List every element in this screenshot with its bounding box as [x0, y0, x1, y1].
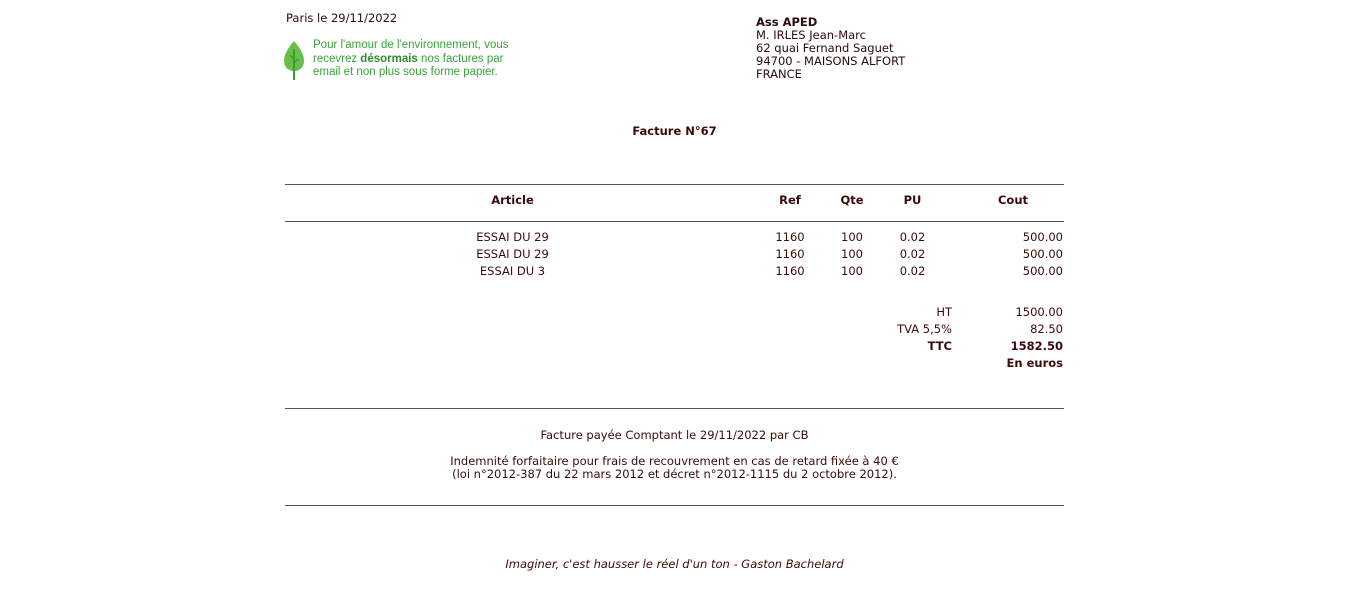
- eco-line-2: recevrez désormais nos factures par: [313, 52, 504, 65]
- cell-article: ESSAI DU 29: [476, 230, 549, 244]
- column-header-pu: PU: [903, 193, 922, 207]
- divider: [285, 184, 1064, 185]
- cell-pu: 0.02: [899, 247, 926, 261]
- leaf-icon: [283, 39, 305, 81]
- cell-qte: 100: [841, 247, 863, 261]
- invoice-title: Facture N°67: [632, 124, 717, 138]
- client-street: 62 quai Fernand Saguet: [756, 41, 894, 55]
- cell-qte: 100: [841, 264, 863, 278]
- eco-emphasis: désormais: [360, 52, 418, 65]
- client-address: [756, 16, 905, 81]
- column-header-article: Article: [491, 193, 534, 207]
- column-header-ref: Ref: [779, 193, 801, 207]
- payment-status: Facture payée Comptant le 29/11/2022 par CB: [540, 428, 809, 442]
- cell-article: ESSAI DU 3: [479, 264, 546, 278]
- eco-notice: [283, 39, 509, 81]
- place-date: Paris le 29/11/2022: [286, 11, 398, 25]
- ht-label: HT: [936, 305, 952, 319]
- ht-value: 1500.00: [1015, 305, 1063, 319]
- penalty-notice-line-1: Indemnité forfaitaire pour frais de recouvrement en cas de retard fixée à 40 €: [450, 454, 899, 468]
- penalty-notice-line-2: (loi n°2012-387 du 22 mars 2012 et décret n°2012-1115 du 2 octobre 2012).: [452, 467, 897, 481]
- eco-notice-text: [313, 39, 509, 80]
- column-header-qte: Qte: [840, 193, 864, 207]
- currency-note: En euros: [1006, 356, 1063, 370]
- divider: [285, 221, 1064, 222]
- cell-ref: 1160: [775, 264, 805, 278]
- cell-article: ESSAI DU 29: [476, 247, 549, 261]
- client-name: Ass APED: [756, 15, 818, 29]
- cell-pu: 0.02: [899, 264, 926, 278]
- cell-ref: 1160: [775, 247, 805, 261]
- client-city: 94700 - MAISONS ALFORT: [756, 54, 906, 68]
- footer-quote: Imaginer, c'est hausser le réel d'un ton - Gaston Bachelard: [505, 557, 844, 571]
- ttc-label: TTC: [927, 339, 952, 353]
- cell-pu: 0.02: [899, 230, 926, 244]
- ttc-value: 1582.50: [1010, 339, 1063, 353]
- tva-label: TVA 5,5%: [897, 322, 952, 336]
- cell-qte: 100: [841, 230, 863, 244]
- tva-value: 82.50: [1030, 322, 1063, 336]
- divider: [285, 408, 1064, 409]
- cell-cout: 500.00: [1022, 230, 1063, 244]
- client-contact: M. IRLES Jean-Marc: [756, 28, 866, 42]
- column-header-cout: Cout: [997, 193, 1029, 207]
- client-country: FRANCE: [756, 67, 802, 81]
- eco-line-1: Pour l'amour de l'environnement, vous: [313, 39, 509, 51]
- eco-line-3: email et non plus sous forme papier.: [313, 66, 498, 78]
- cell-cout: 500.00: [1022, 247, 1063, 261]
- divider: [285, 505, 1064, 506]
- cell-cout: 500.00: [1022, 264, 1063, 278]
- cell-ref: 1160: [775, 230, 805, 244]
